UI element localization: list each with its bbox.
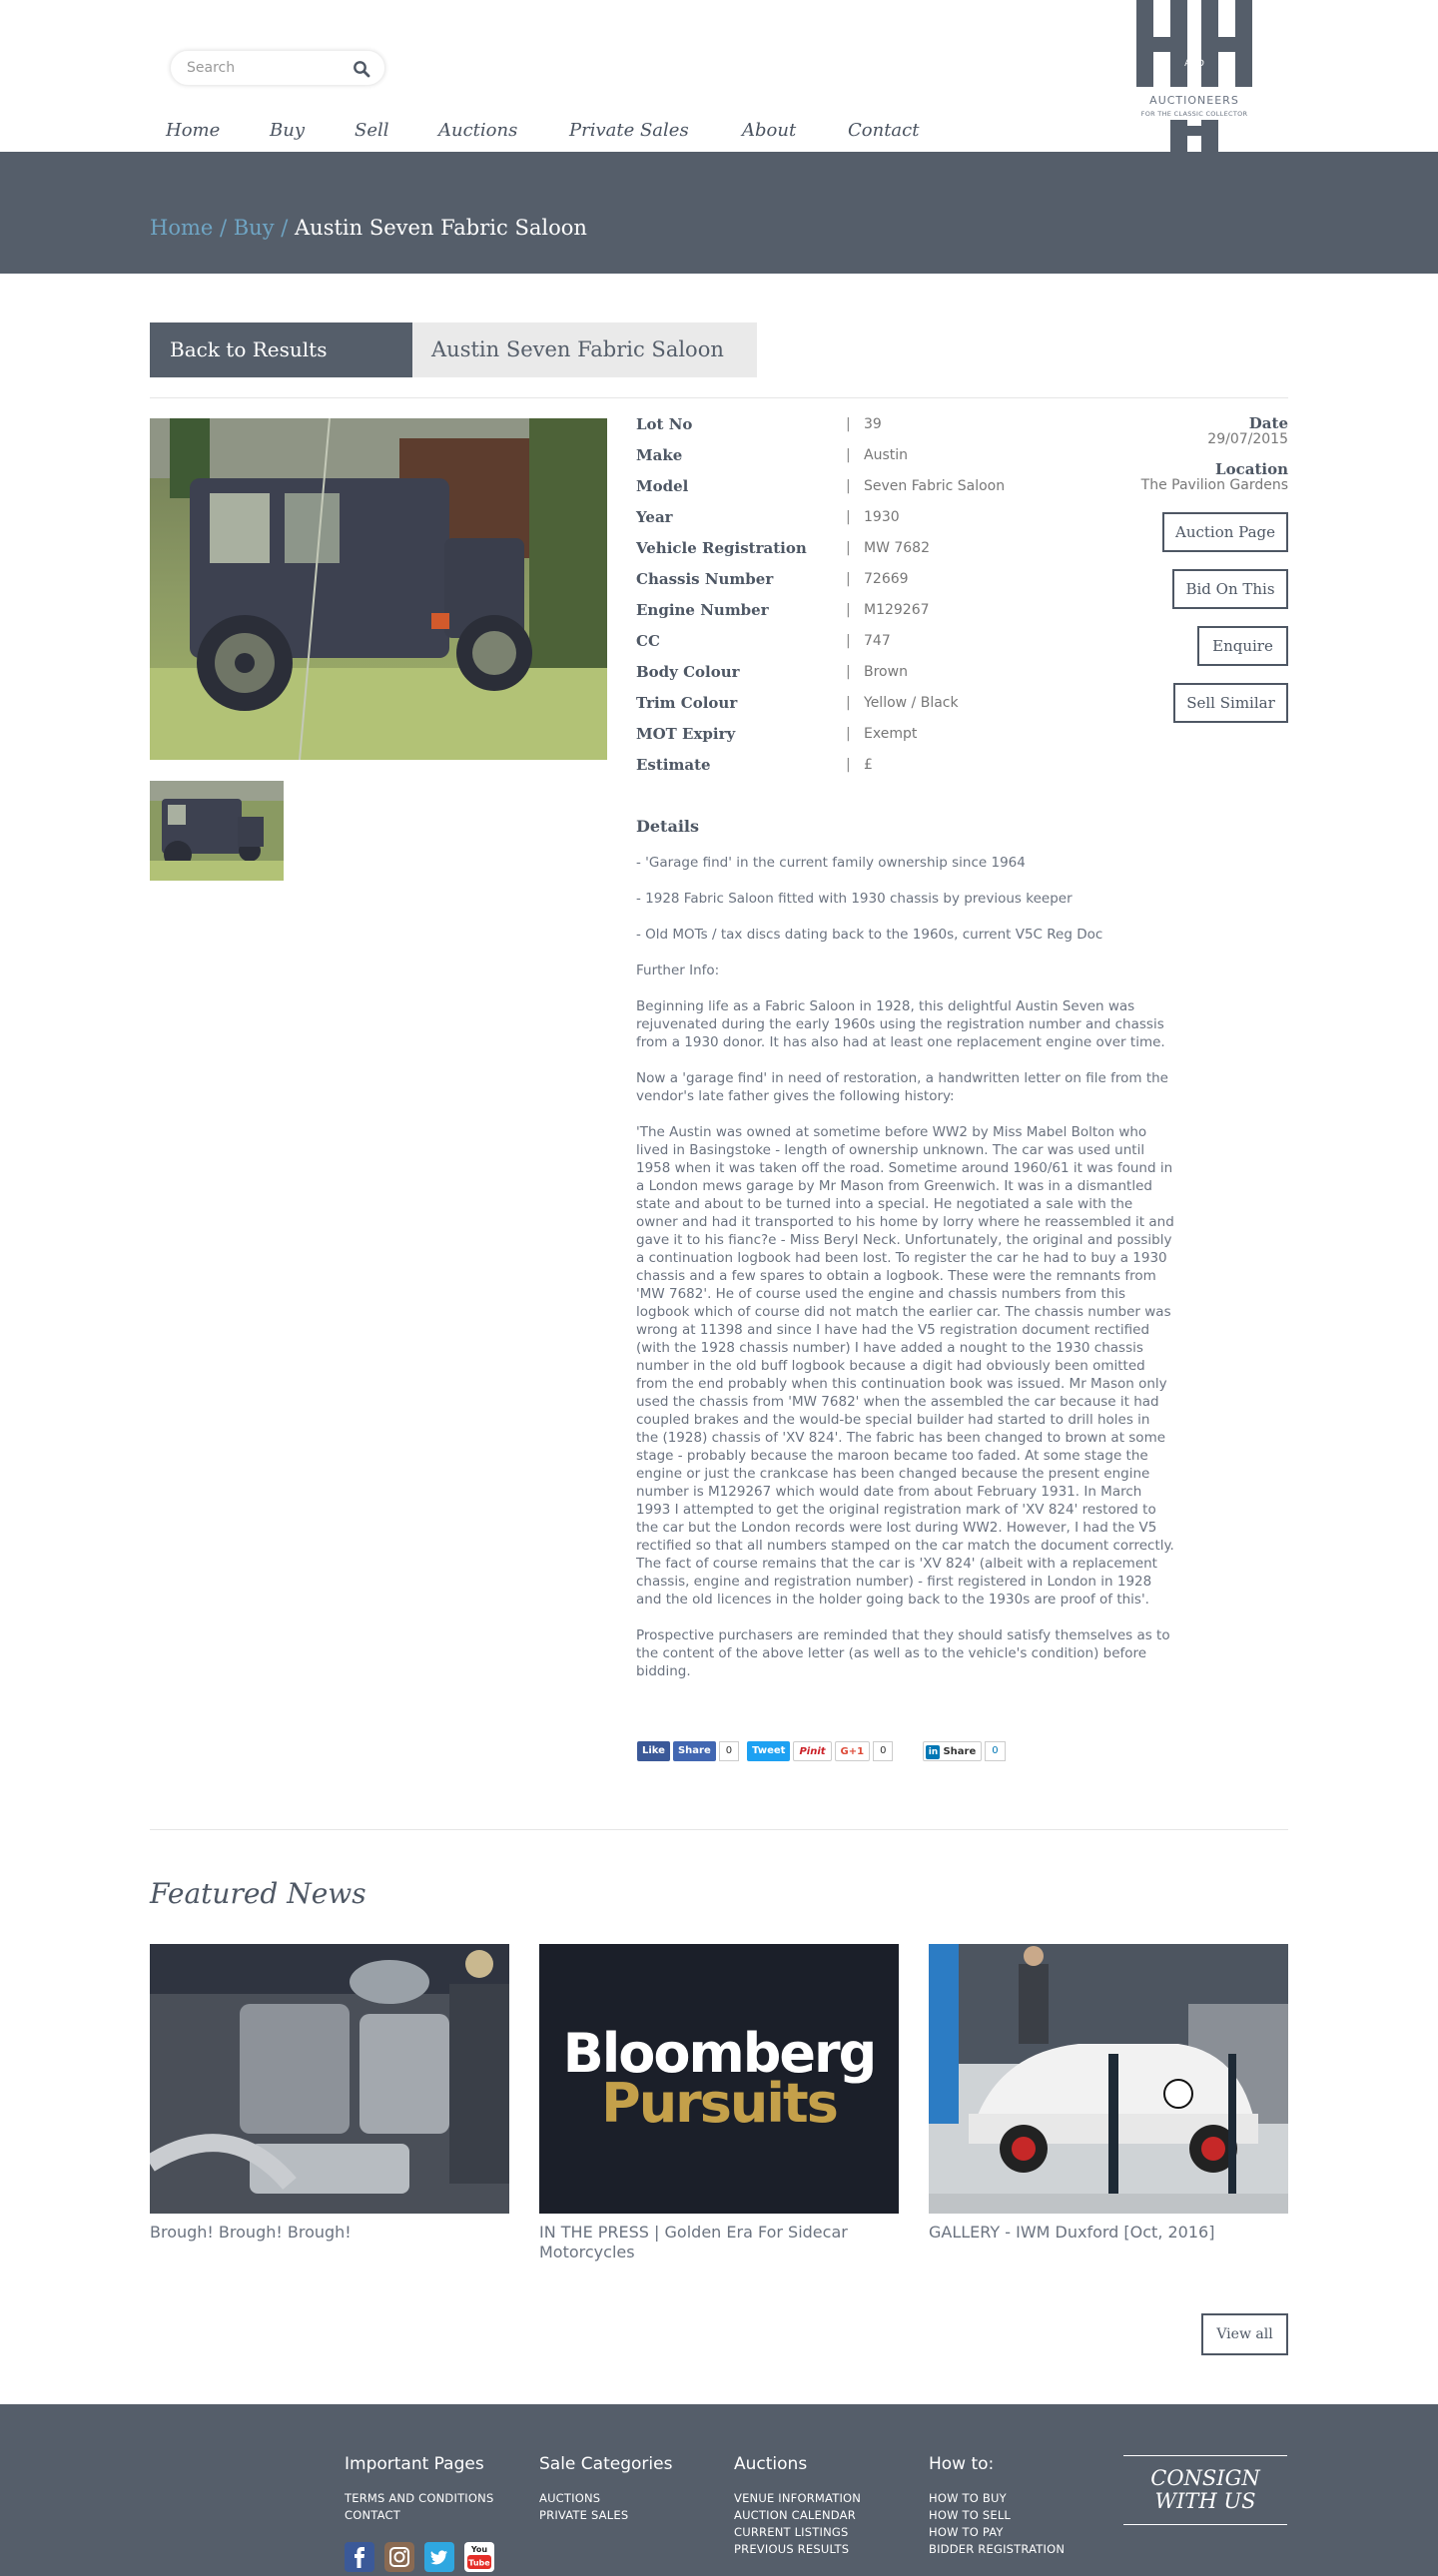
breadcrumb-band — [0, 152, 1438, 274]
footer-link-auctions[interactable]: AUCTIONS — [539, 2491, 601, 2505]
news-card-image[interactable] — [150, 1944, 509, 2214]
nav-buy[interactable]: Buy — [270, 120, 305, 141]
bid-on-this-button[interactable]: Bid On This — [1172, 569, 1288, 609]
details-paragraph: 'The Austin was owned at sometime before WW2 by Miss Mabel Bolton who lived in Basingstoke - length of ownership unknown. The car was used until 1958 when it was taken off the road. Sometime around 1960/61 it was found in a London mews garage by Mr Mason from Greenwich. It was in a dismantled state and about to be turned into a special. He negotiated a sale with the owner and had it transported to his home by lorry where he reassembled it and gave it to his fianc?e - Miss Beryl Neck. Unfortunately, the original and possibly a continuation logbook had been lost. To register the car he had to buy a 1930 chassis and a few spares to obtain a logbook. These were the remnants from 'MW 7682'. He of course used the engine and chassis numbers from this logbook which of course did not match the earlier car. The chassis number was wrong at 11398 and since I have had the V5 registration document rectified (with the 1928 chassis number) I have added a nought to the 1930 chassis number in the old buff logbook because a digit had obviously been omitted from the end probably when this continuation book was issued. Mr Mason only used the chassis from 'MW 7682' when the assembled the car because it had coupled brakes and the would-be special builder had started to drill holes in the (1928) chassis of 'XV 824'. The fabric has been changed to brown at some stage - probably because the maroon became too faded. At some stage the engine or just the crankcase has been changed because the present engine number is M129267 which would date from about February 1931. In March 1993 I attempted to get the original registration mark of 'XV 824' restored to the car but the London records were lost during WW2. However, I had the V5 rectified so that all numbers stamped on the car match the document correctly. The fact of course remains that the car is 'XV 824' (albeit with a replacement chassis, engine and registration number) - first registered in London in 1928 and the old licences in the holder going back to the 1930s are proof of this'. — [636, 1124, 1174, 1608]
spec-value: 1930 — [864, 509, 900, 525]
share-count: 0 — [719, 1741, 739, 1761]
details-body — [636, 854, 1175, 1698]
google-plus-count: 0 — [873, 1741, 893, 1761]
spec-separator: | — [846, 633, 851, 649]
footer-heading: How to: — [929, 2454, 995, 2474]
linkedin-share-button[interactable] — [923, 1741, 982, 1761]
view-all-button[interactable]: View all — [1201, 2313, 1288, 2355]
location-value: The Pavilion Gardens — [1140, 477, 1288, 493]
news-card-caption[interactable]: IN THE PRESS | Golden Era For Sidecar Motorcycles — [539, 2223, 848, 2261]
spec-separator: | — [846, 509, 851, 525]
nav-home[interactable]: Home — [166, 120, 221, 141]
date-value: 29/07/2015 — [1207, 431, 1288, 447]
logo-text: AUCTIONEERS — [1149, 94, 1239, 107]
news-card-image[interactable] — [929, 1944, 1288, 2214]
site-header — [0, 0, 1438, 152]
divider — [150, 397, 1288, 398]
google-plus-button[interactable]: G+1 — [835, 1741, 871, 1761]
spec-value: Exempt — [864, 726, 918, 742]
spec-separator: | — [846, 726, 851, 742]
footer-link-how-to-sell[interactable]: HOW TO SELL — [929, 2508, 1012, 2522]
spec-separator: | — [846, 571, 851, 587]
footer-link-terms[interactable]: TERMS AND CONDITIONS — [345, 2491, 494, 2505]
nav-about[interactable]: About — [742, 120, 797, 141]
spec-separator: | — [846, 540, 851, 556]
spec-label: Year — [636, 508, 673, 526]
footer-link-auction-calendar[interactable]: AUCTION CALENDAR — [734, 2508, 856, 2522]
footer-link-how-to-pay[interactable]: HOW TO PAY — [929, 2525, 1004, 2539]
breadcrumb-buy[interactable]: Buy — [233, 216, 275, 240]
nav-auctions[interactable]: Auctions — [438, 120, 518, 141]
footer-link-previous-results[interactable]: PREVIOUS RESULTS — [734, 2542, 850, 2556]
auction-page-button[interactable]: Auction Page — [1162, 512, 1288, 552]
footer-link-contact[interactable]: CONTACT — [345, 2508, 400, 2522]
spec-label: Lot No — [636, 415, 693, 433]
spec-value: Seven Fabric Saloon — [864, 478, 1006, 494]
spec-value: MW 7682 — [864, 540, 931, 556]
hh-logo[interactable] — [1128, 0, 1260, 152]
footer-auctions — [734, 2454, 861, 2558]
breadcrumb-separator: / — [213, 216, 234, 240]
spec-separator: | — [846, 602, 851, 618]
news-card-caption[interactable]: GALLERY - IWM Duxford [Oct, 2016] — [929, 2223, 1215, 2242]
spec-separator: | — [846, 447, 851, 463]
spec-label: Chassis Number — [636, 570, 774, 588]
details-paragraph: - Old MOTs / tax discs dating back to the 1960s, current V5C Reg Doc — [636, 927, 1103, 943]
youtube-icon[interactable] — [464, 2542, 494, 2572]
nav-private-sales[interactable]: Private Sales — [569, 120, 689, 141]
spec-label: Make — [636, 446, 683, 464]
pursuits-logo-text: Pursuits — [601, 2072, 837, 2135]
spec-label: Engine Number — [636, 601, 769, 619]
footer-heading: Important Pages — [345, 2454, 484, 2474]
pinit-button[interactable]: Pinit — [793, 1741, 831, 1761]
spec-value: Yellow / Black — [864, 695, 959, 711]
spec-label: Model — [636, 477, 689, 495]
lot-title-tab: Austin Seven Fabric Saloon — [412, 322, 757, 377]
svg-text:Tube: Tube — [468, 2558, 490, 2568]
logo-tagline: FOR THE CLASSIC COLLECTOR — [1140, 110, 1248, 118]
footer-link-how-to-buy[interactable]: HOW TO BUY — [929, 2491, 1007, 2505]
instagram-icon[interactable] — [384, 2542, 414, 2572]
details-heading: Details — [636, 817, 699, 836]
spec-separator: | — [846, 757, 851, 773]
search-box[interactable] — [170, 50, 385, 86]
spec-row — [636, 599, 1135, 630]
spec-row — [636, 723, 1135, 754]
spec-label: Trim Colour — [636, 694, 738, 712]
search-icon[interactable] — [353, 60, 370, 78]
spec-label: MOT Expiry — [636, 725, 736, 743]
footer-link-bidder-registration[interactable]: BIDDER REGISTRATION — [929, 2542, 1066, 2556]
details-paragraph: Prospective purchasers are reminded that they should satisfy themselves as to the content of the above letter (as well as to the vehicle's condition) before bidding. — [636, 1627, 1170, 1679]
svg-text:You: You — [470, 2545, 488, 2554]
details-paragraph: - 'Garage find' in the current family ownership since 1964 — [636, 855, 1026, 871]
footer-social-icons — [345, 2542, 504, 2572]
footer-link-current-listings[interactable]: CURRENT LISTINGS — [734, 2525, 849, 2539]
tweet-button[interactable]: Tweet — [747, 1741, 790, 1761]
main-car-photo[interactable] — [150, 418, 607, 760]
spec-label: Body Colour — [636, 663, 740, 681]
nav-sell[interactable]: Sell — [355, 120, 389, 141]
nav-contact[interactable]: Contact — [848, 120, 920, 141]
spec-row — [636, 506, 1135, 537]
thumbnail-photo[interactable] — [150, 781, 284, 881]
main-nav — [166, 120, 938, 148]
spec-value: 39 — [864, 416, 882, 432]
linkedin-count: 0 — [985, 1741, 1005, 1761]
spec-separator: | — [846, 416, 851, 432]
details-paragraph: Further Info: — [636, 963, 720, 978]
featured-news-heading: Featured News — [150, 1877, 366, 1910]
footer-heading: Auctions — [734, 2454, 808, 2474]
divider — [150, 1829, 1288, 1830]
breadcrumb-separator: / — [274, 216, 296, 240]
footer-link-venue-information[interactable]: VENUE INFORMATION — [734, 2491, 862, 2505]
enquire-button[interactable]: Enquire — [1197, 626, 1288, 666]
site-footer — [0, 2404, 1438, 2576]
linkedin-share-label: Share — [943, 1746, 977, 1757]
facebook-icon[interactable] — [345, 2542, 374, 2572]
spec-label: CC — [636, 632, 660, 650]
consign-line: CONSIGN — [1150, 2466, 1260, 2490]
footer-heading: Sale Categories — [539, 2454, 673, 2474]
breadcrumb — [150, 216, 587, 240]
back-to-results-button[interactable]: Back to Results — [150, 322, 412, 377]
footer-important-pages — [345, 2454, 493, 2524]
spec-row — [636, 630, 1135, 661]
footer-sale-categories — [539, 2454, 672, 2524]
facebook-like-button[interactable]: Like — [637, 1741, 670, 1761]
spec-value: 747 — [864, 633, 891, 649]
location-label: Location — [1215, 460, 1288, 478]
spec-value: Brown — [864, 664, 908, 680]
consign-with-us-button[interactable] — [1123, 2455, 1287, 2525]
breadcrumb-current: Austin Seven Fabric Saloon — [295, 216, 587, 240]
details-paragraph: Now a 'garage find' in need of restoration, a handwritten letter on file from the vendor's late father gives the following history: — [636, 1070, 1168, 1104]
spec-separator: | — [846, 664, 851, 680]
spec-separator: | — [846, 695, 851, 711]
consign-line: WITH US — [1154, 2489, 1256, 2513]
facebook-share-button[interactable]: Share — [673, 1741, 716, 1761]
details-paragraph: - 1928 Fabric Saloon fitted with 1930 chassis by previous keeper — [636, 891, 1073, 907]
spec-label: Estimate — [636, 756, 711, 774]
spec-label: Vehicle Registration — [636, 539, 807, 557]
spec-row — [636, 568, 1135, 599]
search-input[interactable] — [181, 51, 341, 85]
news-card-image[interactable] — [539, 1944, 899, 2214]
footer-link-private-sales[interactable]: PRIVATE SALES — [539, 2508, 629, 2522]
news-card-caption[interactable]: Brough! Brough! Brough! — [150, 2223, 352, 2242]
footer-how-to — [929, 2454, 1065, 2558]
spec-row — [636, 692, 1135, 723]
svg-text:AND: AND — [1184, 59, 1204, 69]
spec-value: 72669 — [864, 571, 909, 587]
linkedin-icon: in — [926, 1745, 940, 1759]
spec-row — [636, 754, 1135, 785]
spec-row — [636, 661, 1135, 692]
auction-info — [1039, 415, 1288, 493]
spec-separator: | — [846, 478, 851, 494]
twitter-icon[interactable] — [424, 2542, 454, 2572]
date-label: Date — [1248, 414, 1288, 432]
breadcrumb-home[interactable]: Home — [150, 216, 214, 240]
social-share-bar — [637, 1740, 1014, 1762]
sell-similar-button[interactable]: Sell Similar — [1173, 683, 1288, 723]
spec-value: £ — [864, 757, 873, 773]
bloomberg-logo-text: Bloomberg — [562, 2022, 876, 2085]
spec-value: Austin — [864, 447, 908, 463]
spec-value: M129267 — [864, 602, 930, 618]
spec-row — [636, 537, 1135, 568]
details-paragraph: Beginning life as a Fabric Saloon in 1928, this delightful Austin Seven was rejuvenated during the early 1960s using the registration number and chassis from a 1930 donor. It has also had at least one replacement engine over time. — [636, 998, 1165, 1050]
